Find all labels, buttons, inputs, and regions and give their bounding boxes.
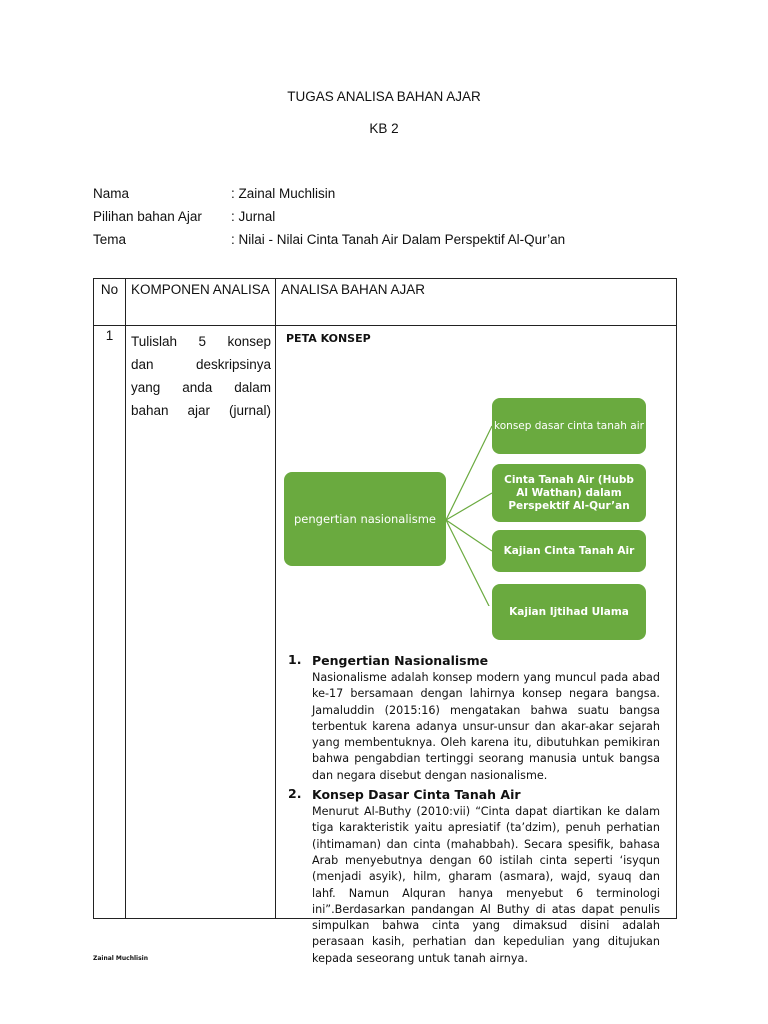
info-label: Tema (93, 232, 127, 247)
section-body: Menurut Al-Buthy (2010:vii) “Cinta dapat diartikan ke dalam tiga karakteristik yaitu apresiatif (ta’dzim), penuh perhatian (ihtimaman) dan cinta (mahabbah). Secara spesifik, bahasa Arab menyebutnya dengan 60 istilah cinta seperti ‘isyqun (menjadi asyik), hilm, gharam (asmara), wajd, syauq dan lahf. Namun Alquran hanya menyebut 6 terminologi ini”.Berdasarkan pandangan Al Buthy di atas dapat penulis simpulkan bahwa cinta yang dimaksud disini adalah perasaan kasih, perhatian dan kepedulian yang ditujukan kepada seseorang untuk tanah airnya. (312, 805, 660, 965)
header-komponen: KOMPONEN ANALISA (126, 279, 276, 326)
section-title: Pengertian Nasionalisme (312, 653, 489, 668)
section-body: Nasionalisme adalah konsep modern yang muncul pada abad ke-17 bersamaan dengan lahirnya konsep negara bangsa. Jamaluddin (2015:16) mengatakan bahwa suatu bangsa terbentuk karena adanya unsur-unsur dan akar-akar sejarah yang membentuknya. Oleh karena itu, dibutuhkan pemikiran bahwa pengabdian tertinggi seorang manusia untuk bangsa dan negara disebut dengan nasionalisme. (312, 671, 660, 782)
table-row (94, 326, 677, 919)
concept-node-center: pengertian nasionalisme (284, 472, 446, 566)
concept-node: Cinta Tanah Air (Hubb Al Wathan) dalam Perspektif Al-Qur’an (492, 464, 646, 522)
concept-sections (276, 652, 668, 967)
connector-line (446, 520, 492, 551)
info-value: : Zainal Muchlisin (231, 186, 336, 201)
komponen-line: Tulislah 5 konsep (131, 334, 271, 349)
komponen-cell (126, 326, 276, 919)
analisa-cell (276, 326, 677, 965)
table-header-row (94, 279, 677, 326)
section-number: 1. (288, 652, 302, 667)
concept-node: konsep dasar cinta tanah air (492, 398, 646, 454)
header-analisa: ANALISA BAHAN AJAR (276, 279, 677, 326)
connector-line (446, 520, 492, 606)
info-value: : Jurnal (231, 209, 276, 224)
concept-map-label: PETA KONSEP (286, 332, 371, 345)
section-item (276, 786, 668, 967)
info-label: Pilihan bahan Ajar (93, 209, 202, 224)
document-title: TUGAS ANALISA BAHAN AJAR (287, 89, 481, 104)
section-title: Konsep Dasar Cinta Tanah Air (312, 787, 521, 803)
page-footer: Zainal Muchlisin (93, 955, 149, 962)
concept-node: Kajian Ijtihad Ulama (492, 584, 646, 640)
row-number: 1 (94, 326, 126, 919)
section-item (276, 652, 668, 784)
komponen-line: dan deskripsinya (131, 357, 271, 372)
section-number: 2. (288, 786, 302, 802)
analisa-content (276, 326, 676, 965)
info-label: Nama (93, 186, 130, 201)
header-no: No (94, 279, 126, 326)
concept-node: Kajian Cinta Tanah Air (492, 530, 646, 572)
komponen-line: bahan ajar (jurnal) (131, 403, 271, 418)
info-value: : Nilai - Nilai Cinta Tanah Air Dalam Perspektif Al-Qur’an (231, 232, 566, 247)
document-subtitle: KB 2 (369, 121, 399, 136)
komponen-line: yang anda dalam (131, 380, 271, 395)
